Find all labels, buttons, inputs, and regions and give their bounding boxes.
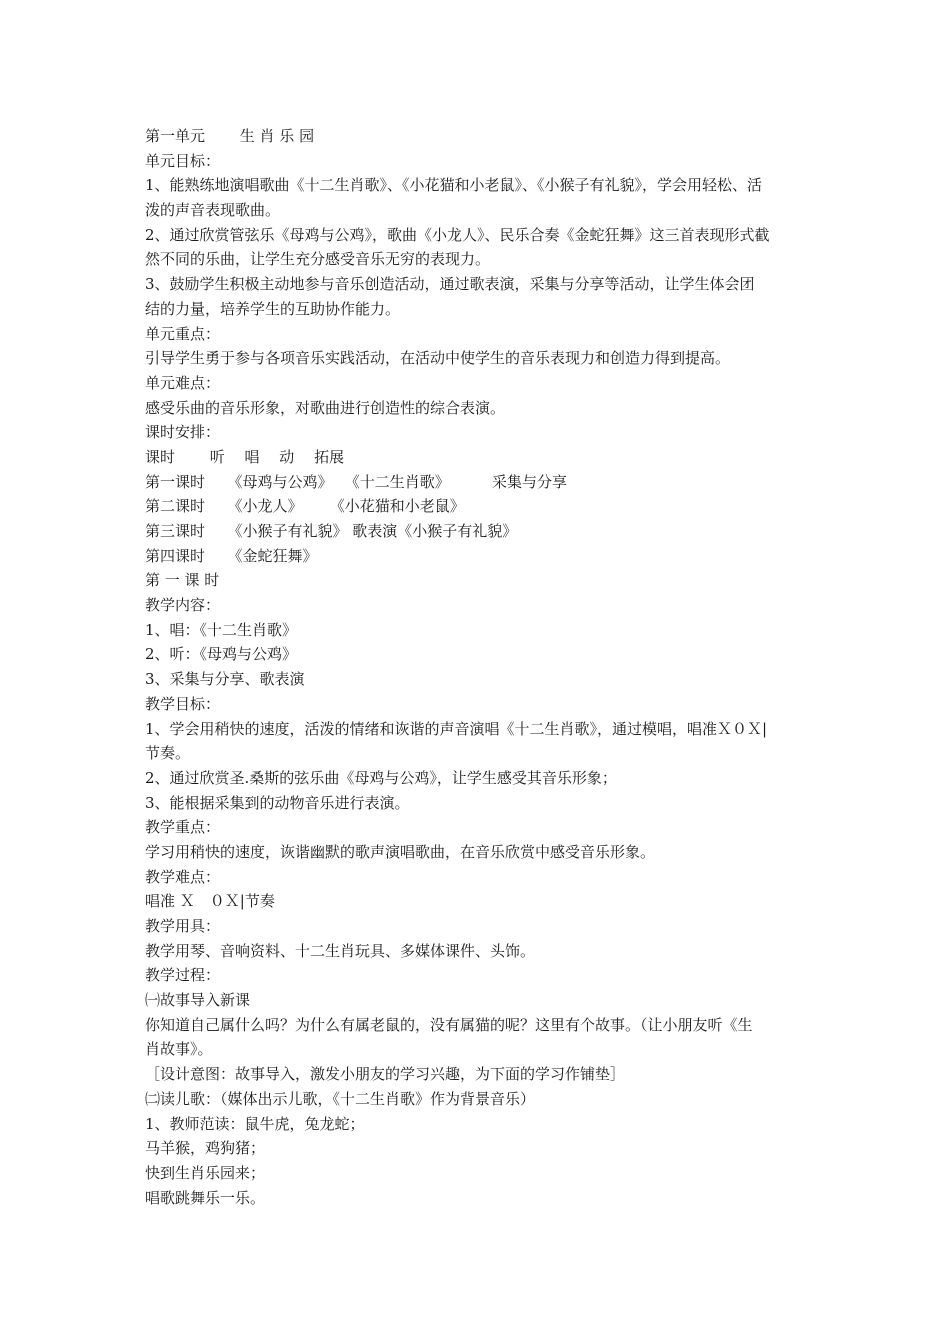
content-item-1: 1、唱：《十二生肖歌》	[145, 620, 298, 639]
teaching-tools-text: 教学用琴、音响资料、十二生肖玩具、多媒体课件、头饰。	[145, 941, 536, 960]
content-heading: 教学内容：	[145, 596, 221, 615]
rhyme-line-3: 快到生肖乐园来；	[145, 1163, 266, 1182]
unit-difficulty-text: 感受乐曲的音乐形象，对歌曲进行创造性的综合表演。	[145, 398, 506, 417]
teaching-goal-2: 2、通过欣赏圣.桑斯的弦乐曲《母鸡与公鸡》，让学生感受其音乐形象；	[145, 768, 617, 787]
schedule-row-3: 第三课时 《小猴子有礼貌》 歌表演《小猴子有礼貌》	[145, 522, 518, 540]
content-item-3: 3、采集与分享、歌表演	[145, 670, 305, 689]
process-step-1-title: ㈠故事导入新课	[145, 991, 251, 1010]
rhyme-line-2: 马羊猴，鸡狗猪；	[145, 1139, 266, 1158]
lesson-one-title: 第 一 课 时	[145, 571, 220, 590]
unit-focus-text: 引导学生勇于参与各项音乐实践活动，在活动中使学生的音乐表现力和创造力得到提高。	[145, 349, 731, 368]
unit-difficulty-heading: 单元难点：	[145, 373, 221, 392]
unit-title: 第一单元 生 肖 乐 园	[145, 127, 315, 145]
unit-goal-3b: 结的力量，培养学生的互助协作能力。	[145, 299, 401, 318]
teaching-goal-3: 3、能根据采集到的动物音乐进行表演。	[145, 793, 410, 812]
unit-goal-2a: 2、通过欣赏管弦乐《母鸡与公鸡》，歌曲《小龙人》、民乐合奏《金蛇狂舞》这三首表现形式截	[145, 225, 770, 244]
teaching-focus-heading: 教学重点：	[145, 818, 221, 837]
design-intent-note: ［设计意图：故事导入，激发小朋友的学习兴趣，为下面的学习作铺垫］	[145, 1065, 626, 1084]
rhyme-line-1: 1、教师范读：鼠牛虎，兔龙蛇；	[145, 1114, 365, 1133]
teaching-goals-heading: 教学目标：	[145, 694, 221, 713]
teaching-difficulty-text: 唱准 Ｘ ０Ｘ|节奏	[145, 892, 275, 911]
teaching-tools-heading: 教学用具：	[145, 917, 221, 935]
teaching-goal-1b: 节奏。	[145, 744, 191, 763]
teaching-difficulty-heading: 教学难点：	[145, 867, 221, 886]
schedule-row-1: 第一课时 《母鸡与公鸡》 《十二生肖歌》 采集与分享	[145, 472, 568, 491]
unit-goal-1a: 1、能熟练地演唱歌曲《十二生肖歌》、《小花猫和小老鼠》、《小猴子有礼貌》，学会用轻松、活	[145, 176, 763, 195]
process-step-1-text-a: 你知道自己属什么吗？为什么有属老鼠的，没有属猫的呢？这里有个故事。（让小朋友听《生	[145, 1015, 753, 1034]
unit-focus-heading: 单元重点：	[145, 324, 221, 343]
unit-goal-3a: 3、鼓励学生积极主动地参与音乐创造活动，通过歌表演，采集与分享等活动，让学生体会团	[145, 275, 755, 294]
document-page	[145, 124, 815, 1210]
content-item-2: 2、听：《母鸡与公鸡》	[145, 645, 298, 664]
process-step-2-title: ㈡读儿歌：（媒体出示儿歌，《十二生肖歌》作为背景音乐）	[145, 1089, 536, 1108]
unit-goal-1b: 泼的声音表现歌曲。	[145, 201, 281, 220]
process-step-1-text-b: 肖故事》。	[145, 1040, 213, 1059]
teaching-focus-text: 学习用稍快的速度，诙谐幽默的歌声演唱歌曲，在音乐欣赏中感受音乐形象。	[145, 842, 656, 861]
schedule-row-4: 第四课时 《金蛇狂舞》	[145, 546, 318, 565]
rhyme-line-4: 唱歌跳舞乐一乐。	[145, 1188, 266, 1207]
schedule-row-2: 第二课时 《小龙人》 《小花猫和小老鼠》	[145, 497, 465, 516]
teaching-process-heading: 教学过程：	[145, 966, 221, 985]
schedule-header-row: 课时 听 唱 动 拓展	[145, 447, 345, 466]
unit-goal-2b: 然不同的乐曲，让学生充分感受音乐无穷的表现力。	[145, 250, 491, 269]
teaching-goal-1a: 1、学会用稍快的速度，活泼的情绪和诙谐的声音演唱《十二生肖歌》，通过模唱，唱准Ｘ０Ｘ|	[145, 719, 768, 738]
unit-goals-heading: 单元目标：	[145, 151, 221, 170]
schedule-heading: 课时安排：	[145, 423, 221, 442]
